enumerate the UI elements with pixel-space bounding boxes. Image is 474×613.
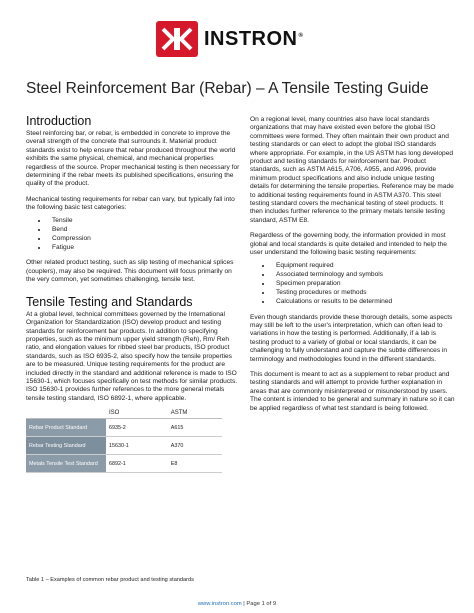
tensile-paragraph-1: At a global level, technical committees governed by the International Organization for Standardization (ISO) develop product and testing standards for reinforcement bar products. In addition to specifying properties, such as the minimum upper yield strength (Reh), Rm/ Reh ratio, and elongation values for ribbed steel bar products, ISO product standards, such as ISO 6935-2, also specify how the tensile properties are to be measured. Unique testing requirements for the product are included directly in the standard and additional reference is made to ISO 15630-1, which focuses specifically on test methods for similar products. ISO 15630-1 provides further references to the more general metals tensile testing standard, ISO 6892-1, where applicable. [26,310,238,402]
page-footer [0,601,474,607]
regional-paragraph: On a regional level, many countries also have local standards organizations that may have existed even before the global ISO committees were formed. They often maintain their own product and testing standards or can elect to adopt the global ISO standards where appropriate. For example, in the US ASTM has long developed product and testing standards for reinforcement bar. Product standards, such as ASTM A615, A706, A955, and A996, provide minimum product specifications and also include unique testing details for determining the tensile properties. Reference may be made to additional testing requirements found in ASTM A370. This steel testing standard covers the mechanical testing of steel products. It then includes further reference to the primary metals tensile testing standard, ASTM E8. [250,116,454,224]
intro-paragraph-2: Mechanical testing requirements for rebar can vary, but typically fall into the following basic test categories: [26,195,235,212]
instron-logo [156,16,320,62]
intro-paragraph-1: Steel reinforcing bar, or rebar, is embedded in concrete to improve the overall strength of the concrete that surrounds it. Material product standards exist to help ensure that rebar produced throughout the world exhibits the same physical, chemical, and mechanical properties regardless of the source. Proper mechanical testing is then necessary for determining if the rebar meets its published specifications, ensuring the quality of the product. [26,130,240,188]
table-row [26,437,222,455]
footer-page-total: 9 [272,601,277,607]
table-cell-iso: 15630-1 [106,437,168,455]
list-item: • Tensile [48,216,241,225]
table-header-iso: ISO [106,408,168,419]
footer-page-number: 1 [261,601,265,607]
list-item: • Testing procedures or methods [272,288,455,297]
table-header-astm: ASTM [168,408,222,419]
list-item: • Calculations or results to be determined [272,297,455,306]
table-header-blank [26,408,106,419]
list-item: • Specimen preparation [272,279,455,288]
table-row-label: Rebar Testing Standard [26,437,106,455]
tensile-heading: Tensile Testing and Standards [26,294,193,309]
list-item: • Compression [48,234,241,243]
list-item: • Associated terminology and symbols [272,270,455,279]
supplement-paragraph: This document is meant to act as a supplement to rebar product and testing standards and will attempt to provide further explanation in areas that are commonly misinterpreted or misunderstood by users. The content is intended to be general and summary in nature so it can be applied regardless of what test standard is being followed. [250,370,455,412]
footer-website-link[interactable]: www.instron.com [197,601,242,607]
instron-logo-mark-icon [156,21,198,57]
table-cell-astm: A615 [168,419,222,437]
brand-name: INSTRON® [204,27,304,50]
table-cell-astm: A370 [168,437,222,455]
table-cell-iso: 6892-1 [106,455,168,473]
table-row-label: Metals Tensile Test Standard [26,455,106,473]
governing-body-paragraph: Regardless of the governing body, the information provided in most global and local standards is quite detailed and intended to help the user understand the following basic testing requirements: [250,232,447,257]
list-item: • Fatigue [48,243,241,252]
intro-heading: Introduction [26,114,92,128]
right-column [250,116,455,420]
intro-paragraph-3: Other related product testing, such as slip testing of mechanical splices (couplers), may also be required. This document will focus primarily on the very common, yet sometimes challenging, tensile test. [26,259,234,284]
requirements-list [250,261,455,307]
standards-table [26,408,222,473]
table-caption: Table 1 – Examples of common rebar product and testing standards [26,577,194,583]
list-item: • Equipment required [272,261,455,270]
table-row [26,419,222,437]
table-cell-astm: E8 [168,455,222,473]
table-row [26,455,222,473]
list-item: • Bend [48,225,241,234]
document-title: Steel Reinforcement Bar (Rebar) – A Tensile Testing Guide [26,80,429,97]
footer-page-of: of [264,601,273,607]
interpretation-paragraph: Even though standards provide these thorough details, some aspects may still be left to the user's interpretation, which can often lead to variations in how the testing is performed. Additionally, if a lab is testing product to a variety of global or local standards, it can be challenging to fully understand and capture the subtle differences in terminology and methodologies found in the different standards. [250,313,453,363]
test-category-list [26,216,241,253]
table-header-row [26,408,222,419]
footer-page-prefix: | Page [241,601,262,607]
table-cell-iso: 6935-2 [106,419,168,437]
left-column [26,114,241,473]
table-row-label: Rebar Product Standard [26,419,106,437]
